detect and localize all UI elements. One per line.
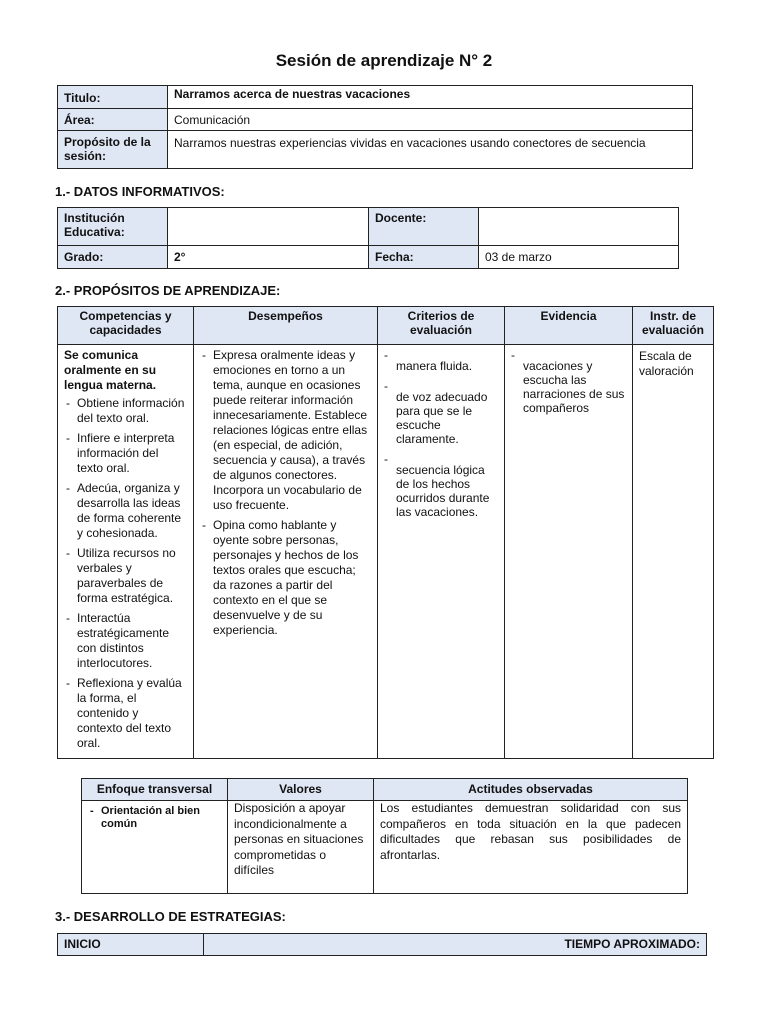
col-criterios: Criterios de evaluación xyxy=(378,307,505,345)
list-item: - Reflexiona y evalúa la forma, el contenido y contexto del texto oral. xyxy=(64,676,187,751)
list-item: - Obtiene información del texto oral. xyxy=(64,396,187,426)
proposito-row xyxy=(58,131,693,169)
valores-cell: Disposición a apoyar incondicionalmente a personas en situaciones comprometidas o difíciles xyxy=(228,801,374,894)
criterio-text: manera fluida. xyxy=(396,359,473,373)
enfoque-body-row xyxy=(82,801,688,894)
grado-row xyxy=(58,246,679,269)
list-item: - Expresa oralmente ideas y emociones en torno a un tema, aunque en ocasiones puede reiterar información innecesariamente. Establece relaciones lógicas entre ellas (en especial, de adición, secuencia y causa), a través de algunos conectores. Incorpora un vocabulario de uso frecuente. xyxy=(200,348,371,513)
tiempo-label: TIEMPO APROXIMADO: xyxy=(204,934,707,956)
criterio-item xyxy=(384,348,498,373)
list-item: - Opina como hablante y oyente sobre personas, personajes y hechos de los textos orales que escucha; da razones a partir del contexto en el que se desenvuelve y de su experiencia. xyxy=(200,518,371,638)
institucion-label: Institución Educativa: xyxy=(58,208,168,246)
col-instrumento: Instr. de evaluación xyxy=(633,307,714,345)
docente-value[interactable] xyxy=(479,208,679,246)
institucion-value[interactable] xyxy=(168,208,369,246)
titulo-label: Titulo: xyxy=(58,86,168,109)
page-title: Sesión de aprendizaje N° 2 xyxy=(275,51,493,70)
list-item: - Adecúa, organiza y desarrolla las ideas de forma coherente y cohesionada. xyxy=(64,481,187,541)
enfoque-table xyxy=(81,778,688,894)
area-row xyxy=(58,109,693,131)
col-desempenos: Desempeños xyxy=(194,307,378,345)
enfoque-cell xyxy=(82,801,228,894)
section-3-heading: 3.- DESARROLLO DE ESTRATEGIAS: xyxy=(55,909,286,924)
col-valores: Valores xyxy=(228,779,374,801)
titulo-row xyxy=(58,86,693,109)
criterio-text: de voz adecuado para que se le escuche claramente. xyxy=(396,390,488,446)
area-label: Área: xyxy=(58,109,168,131)
actitudes-cell: Los estudiantes demuestran solidaridad con sus compañeros en toda situación en la que padecen dificultades que rebasan sus posibilidades de afrontarlas. xyxy=(374,801,688,894)
dash-mark: - xyxy=(384,452,388,466)
list-item: - Infiere e interpreta información del texto oral. xyxy=(64,431,187,476)
area-value: Comunicación xyxy=(168,109,693,131)
propositos-table xyxy=(57,306,714,759)
competencia-title: Se comunica oralmente en su lengua materna. xyxy=(64,348,157,392)
criterio-text: secuencia lógica de los hechos ocurridos durante las vacaciones. xyxy=(396,463,490,519)
propositos-header-row xyxy=(58,307,714,345)
grado-label: Grado: xyxy=(58,246,168,269)
competencias-cell xyxy=(58,345,194,759)
evidencia-item xyxy=(511,348,626,415)
proposito-label: Propósito de la sesión: xyxy=(58,131,168,169)
list-item: - Orientación al bien común xyxy=(88,805,221,831)
col-enfoque: Enfoque transversal xyxy=(82,779,228,801)
institucion-row xyxy=(58,208,679,246)
section-1-heading: 1.- DATOS INFORMATIVOS: xyxy=(55,184,225,199)
proposito-value: Narramos nuestras experiencias vividas en vacaciones usando conectores de secuencia xyxy=(168,131,693,169)
session-header-table xyxy=(57,85,693,169)
propositos-body-row xyxy=(58,345,714,759)
section-2-heading: 2.- PROPÓSITOS DE APRENDIZAJE: xyxy=(55,283,281,298)
col-actitudes: Actitudes observadas xyxy=(374,779,688,801)
dash-mark: - xyxy=(384,379,388,393)
fecha-label: Fecha: xyxy=(369,246,479,269)
evidencia-cell xyxy=(505,345,633,759)
list-item: - Interactúa estratégicamente con distintos interlocutores. xyxy=(64,611,187,671)
enfoque-list xyxy=(88,805,221,831)
inicio-row xyxy=(58,934,707,956)
criterios-cell xyxy=(378,345,505,759)
capacidades-list xyxy=(64,396,187,751)
evidencia-text: vacaciones y escucha las narraciones de sus compañeros xyxy=(523,359,625,415)
dash-mark: - xyxy=(511,348,515,362)
dash-mark: - xyxy=(384,348,388,362)
criterio-item xyxy=(384,379,498,446)
titulo-value: Narramos acerca de nuestras vacaciones xyxy=(168,86,693,109)
col-evidencia: Evidencia xyxy=(505,307,633,345)
enfoque-header-row xyxy=(82,779,688,801)
criterio-item xyxy=(384,452,498,519)
inicio-table xyxy=(57,933,707,956)
fecha-value: 03 de marzo xyxy=(479,246,679,269)
datos-informativos-table xyxy=(57,207,679,269)
docente-label: Docente: xyxy=(369,208,479,246)
instrumento-cell: Escala de valoración xyxy=(633,345,714,759)
col-competencias: Competencias y capacidades xyxy=(58,307,194,345)
grado-value: 2° xyxy=(168,246,369,269)
inicio-label: INICIO xyxy=(58,934,204,956)
list-item: - Utiliza recursos no verbales y paraverbales de forma estratégica. xyxy=(64,546,187,606)
desempenos-cell xyxy=(194,345,378,759)
desempenos-list xyxy=(200,348,371,638)
